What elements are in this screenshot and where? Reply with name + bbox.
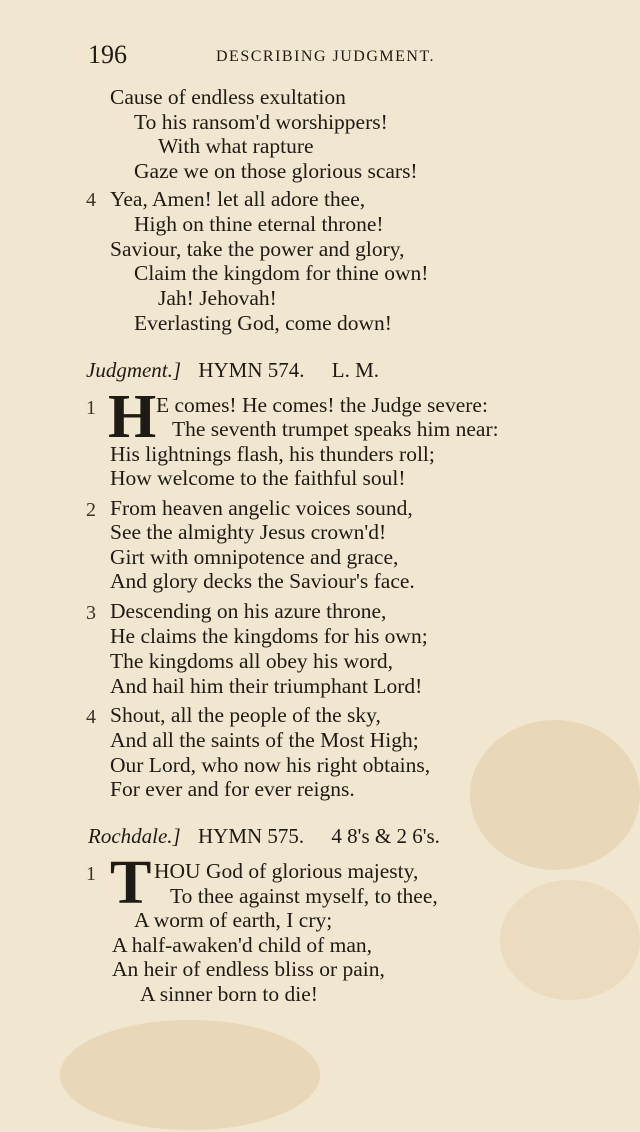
hymn-meter: 4 8's & 2 6's. <box>331 824 440 848</box>
verse-line: Jah! Jehovah! <box>158 286 277 310</box>
verse-line: From heaven angelic voices sound, <box>110 496 413 520</box>
hymn-title: HYMN 574. <box>198 358 305 382</box>
verse-line: A sinner born to die! <box>140 982 318 1006</box>
verse-line: With what rapture <box>158 134 314 158</box>
verse-line: See the almighty Jesus crown'd! <box>110 520 387 544</box>
verse-line: Everlasting God, come down! <box>134 311 392 335</box>
stanza-number: 4 <box>86 189 96 211</box>
verse-line: HOU God of glorious majesty, <box>154 859 419 883</box>
verse-line: A half-awaken'd child of man, <box>112 933 372 957</box>
verse-line: The seventh trumpet speaks him near: <box>172 417 499 441</box>
verse-line: Yea, Amen! let all adore thee, <box>110 187 366 211</box>
verse-line: How welcome to the faithful soul! <box>110 466 406 490</box>
paper-stain <box>500 880 640 1000</box>
stanza-number: 1 <box>86 397 96 419</box>
drop-cap: T <box>110 849 152 917</box>
drop-cap: H <box>108 383 157 451</box>
verse-line: An heir of endless bliss or pain, <box>112 957 385 981</box>
stanza-number: 1 <box>86 863 96 885</box>
paper-stain <box>60 1020 320 1130</box>
verse-line: E comes! He comes! the Judge severe: <box>156 393 488 417</box>
running-title: DESCRIBING JUDGMENT. <box>216 48 436 65</box>
verse-line: To his ransom'd worshippers! <box>134 110 388 134</box>
verse-line: Descending on his azure throne, <box>110 599 387 623</box>
verse-line: And all the saints of the Most High; <box>110 728 419 752</box>
verse-line: Saviour, take the power and glory, <box>110 237 405 261</box>
verse-line: The kingdoms all obey his word, <box>110 649 394 673</box>
hymn-title: HYMN 575. <box>197 824 305 848</box>
verse-line: Our Lord, who now his right obtains, <box>110 753 431 777</box>
verse-line: A worm of earth, I cry; <box>134 908 333 932</box>
verse-line: High on thine eternal throne! <box>134 212 384 236</box>
verse-line: Girt with omnipotence and grace, <box>110 545 399 569</box>
verse-line: And glory decks the Saviour's face. <box>110 569 415 593</box>
stanza-number: 3 <box>86 602 96 624</box>
stanza-number: 2 <box>86 499 96 521</box>
verse-line: He claims the kingdoms for his own; <box>110 624 428 648</box>
tune-name: Rochdale.] <box>88 824 181 848</box>
page-header <box>88 40 588 76</box>
verse-line: For ever and for ever reigns. <box>110 777 355 801</box>
verse-line: Shout, all the people of the sky, <box>110 703 381 727</box>
verse-line: Gaze we on those glorious scars! <box>134 159 418 183</box>
verse-line: Claim the kingdom for thine own! <box>134 261 429 285</box>
verse-line: To thee against myself, to thee, <box>170 884 438 908</box>
hymn-574-heading <box>86 360 379 381</box>
verse-line: Cause of endless exultation <box>110 85 346 109</box>
verse-line: And hail him their triumphant Lord! <box>110 674 423 698</box>
page-number: 196 <box>88 40 127 69</box>
stanza-number: 4 <box>86 706 96 728</box>
hymn-meter: L. M. <box>331 358 379 382</box>
verse-line: His lightnings flash, his thunders roll; <box>110 442 435 466</box>
hymn-575-heading <box>88 826 440 847</box>
tune-name: Judgment.] <box>86 358 182 382</box>
paper-stain <box>470 720 640 870</box>
